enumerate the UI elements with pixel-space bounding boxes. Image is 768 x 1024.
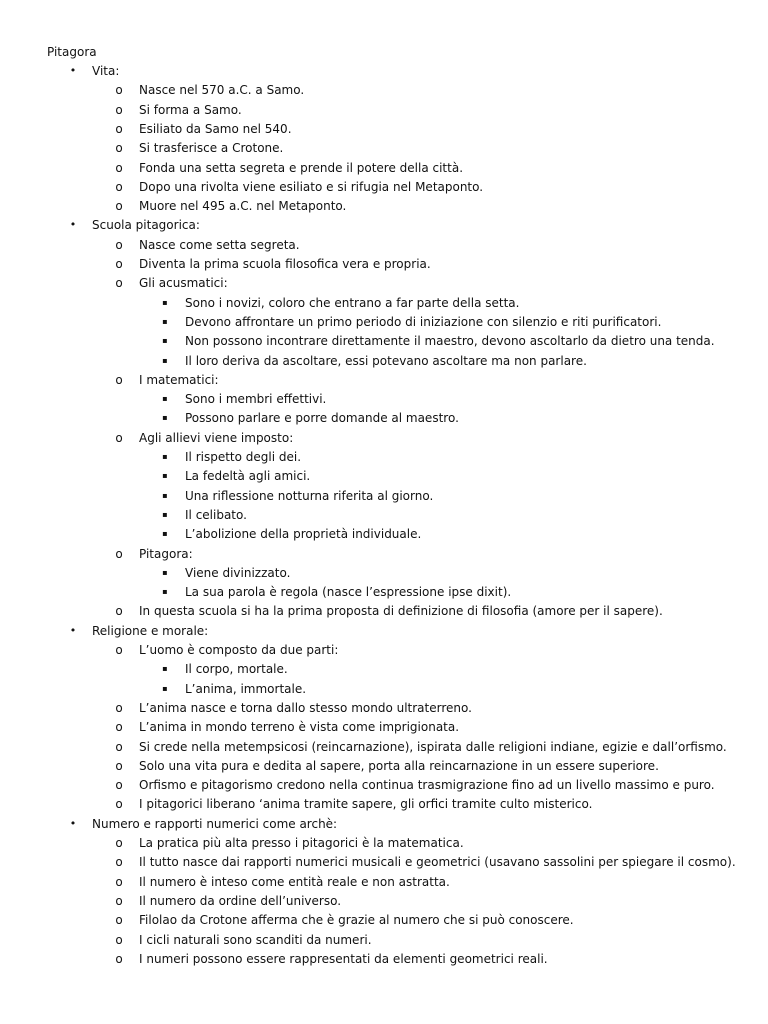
section-heading: Scuola pitagorica: <box>92 218 200 233</box>
sub-bullet-marker: o <box>115 121 123 136</box>
section-heading: Religione e morale: <box>92 623 209 638</box>
section-heading: Vita: <box>92 64 120 78</box>
sub-bullet-marker: o <box>115 913 123 928</box>
sub-bullet-marker: o <box>115 430 123 445</box>
sub-bullet-marker: o <box>115 179 123 194</box>
list-item: Il tutto nasce dai rapporti numerici musicali e geometrici (usavano sassolini per spiegare il cosmo). <box>139 855 736 870</box>
sub-list-item: L’abolizione della proprietà individuale. <box>185 527 422 542</box>
list-item: I pitagorici liberano ‘anima tramite sapere, gli orfici tramite culto misterico. <box>139 797 593 812</box>
square-bullet-marker: ▪ <box>162 394 168 404</box>
square-bullet-marker: ▪ <box>162 587 168 597</box>
list-item: Pitagora: <box>139 546 193 561</box>
list-item: Il numero da ordine dell’universo. <box>139 893 342 908</box>
list-item: Esiliato da Samo nel 540. <box>139 121 292 136</box>
bullet-marker: • <box>69 623 77 637</box>
list-item: Nasce come setta segreta. <box>139 237 300 252</box>
sub-list-item: Non possono incontrare direttamente il maestro, devono ascoltarlo da dietro una tenda. <box>185 334 715 349</box>
list-item: Orfismo e pitagorismo credono nella continua trasmigrazione fino ad un livello massimo e puro. <box>139 778 715 793</box>
sub-list-item: Il loro deriva da ascoltare, essi potevano ascoltare ma non parlare. <box>185 353 587 368</box>
square-bullet-marker: ▪ <box>162 316 168 326</box>
square-bullet-marker: ▪ <box>162 452 168 461</box>
sub-list-item: Devono affrontare un primo periodo di iniziazione con silenzio e riti purificatori. <box>185 314 662 329</box>
sub-list-item: Possono parlare e porre domande al maestro. <box>185 411 459 426</box>
list-item: Diventa la prima scuola filosofica vera e propria. <box>139 257 431 271</box>
sub-list-item: La fedeltà agli amici. <box>185 469 311 484</box>
sub-bullet-marker: o <box>115 237 123 252</box>
sub-bullet-marker: o <box>115 893 123 908</box>
sub-list-item: Il corpo, mortale. <box>185 662 288 677</box>
list-item: I numeri possono essere rappresentati da elementi geometrici reali. <box>139 951 548 966</box>
square-bullet-marker: ▪ <box>162 297 168 307</box>
sub-bullet-marker: o <box>115 160 123 175</box>
sub-bullet-marker: o <box>115 643 123 657</box>
square-bullet-marker: ▪ <box>162 471 168 481</box>
square-bullet-marker: ▪ <box>162 355 168 365</box>
square-bullet-marker: ▪ <box>162 529 168 539</box>
list-item: I cicli naturali sono scanditi da numeri. <box>139 932 372 947</box>
square-bullet-marker: ▪ <box>162 509 168 519</box>
sub-bullet-marker: o <box>115 874 123 889</box>
bullet-marker: • <box>69 64 77 77</box>
sub-list-item: La sua parola è regola (nasce l’espressione ipse dixit). <box>185 585 512 600</box>
list-item: I matematici: <box>139 372 219 387</box>
section-heading: Numero e rapporti numerici come archè: <box>92 816 338 831</box>
sub-bullet-marker: o <box>115 855 123 870</box>
list-item: L’anima nasce e torna dallo stesso mondo ultraterreno. <box>139 700 472 715</box>
square-bullet-marker: ▪ <box>162 336 168 346</box>
sub-list-item: Sono i membri effettivi. <box>185 392 327 407</box>
list-item: Nasce nel 570 a.C. a Samo. <box>139 83 305 98</box>
list-item: Agli allievi viene imposto: <box>139 430 294 445</box>
list-item: Si forma a Samo. <box>139 102 242 117</box>
sub-bullet-marker: o <box>115 836 123 850</box>
square-bullet-marker: ▪ <box>162 664 168 674</box>
bullet-marker: • <box>69 218 77 232</box>
list-item: In questa scuola si ha la prima proposta di definizione di filosofia (amore per il sapere). <box>139 604 663 619</box>
list-item: Si crede nella metempsicosi (reincarnazione), ispirata dalle religioni indiane, egizie e dall’orfismo. <box>139 739 727 754</box>
list-item: Solo una vita pura e dedita al sapere, porta alla reincarnazione in un essere superiore. <box>139 758 659 773</box>
sub-bullet-marker: o <box>115 797 123 812</box>
sub-bullet-marker: o <box>115 758 123 773</box>
sub-list-item: L’anima, immortale. <box>185 681 307 696</box>
document-title: Pitagora <box>47 45 97 59</box>
square-bullet-marker: ▪ <box>162 567 168 577</box>
sub-bullet-marker: o <box>115 83 123 98</box>
sub-bullet-marker: o <box>115 700 123 715</box>
sub-list-item: Il rispetto degli dei. <box>185 450 302 464</box>
list-item: L’uomo è composto da due parti: <box>139 643 339 657</box>
list-item: Filolao da Crotone afferma che è grazie al numero che si può conoscere. <box>139 913 574 928</box>
list-item: Il numero è inteso come entità reale e non astratta. <box>139 874 450 889</box>
sub-bullet-marker: o <box>115 141 123 156</box>
square-bullet-marker: ▪ <box>162 683 168 693</box>
list-item: Muore nel 495 a.C. nel Metaponto. <box>139 199 347 214</box>
bullet-marker: • <box>69 816 77 830</box>
list-item: L’anima in mondo terreno è vista come imprigionata. <box>139 720 460 735</box>
sub-bullet-marker: o <box>115 546 123 561</box>
sub-bullet-marker: o <box>115 932 123 947</box>
sub-list-item: Sono i novizi, coloro che entrano a far parte della setta. <box>185 295 520 310</box>
sub-bullet-marker: o <box>115 778 123 793</box>
sub-bullet-marker: o <box>115 372 123 387</box>
sub-bullet-marker: o <box>115 276 123 291</box>
list-item: Dopo una rivolta viene esiliato e si rifugia nel Metaponto. <box>139 179 484 194</box>
list-item: Fonda una setta segreta e prende il potere della città. <box>139 160 464 175</box>
sub-list-item: Il celibato. <box>185 507 247 522</box>
sub-bullet-marker: o <box>115 102 123 117</box>
sub-bullet-marker: o <box>115 739 123 754</box>
sub-bullet-marker: o <box>115 720 123 735</box>
sub-bullet-marker: o <box>115 199 123 214</box>
sub-list-item: Viene divinizzato. <box>185 565 291 580</box>
list-item: La pratica più alta presso i pitagorici è la matematica. <box>139 836 464 850</box>
sub-bullet-marker: o <box>115 604 123 619</box>
sub-bullet-marker: o <box>115 951 123 966</box>
square-bullet-marker: ▪ <box>162 413 168 423</box>
list-item: Si trasferisce a Crotone. <box>139 141 284 156</box>
square-bullet-marker: ▪ <box>162 490 168 500</box>
list-item: Gli acusmatici: <box>139 276 228 291</box>
sub-bullet-marker: o <box>115 257 123 271</box>
sub-list-item: Una riflessione notturna riferita al giorno. <box>185 488 434 503</box>
